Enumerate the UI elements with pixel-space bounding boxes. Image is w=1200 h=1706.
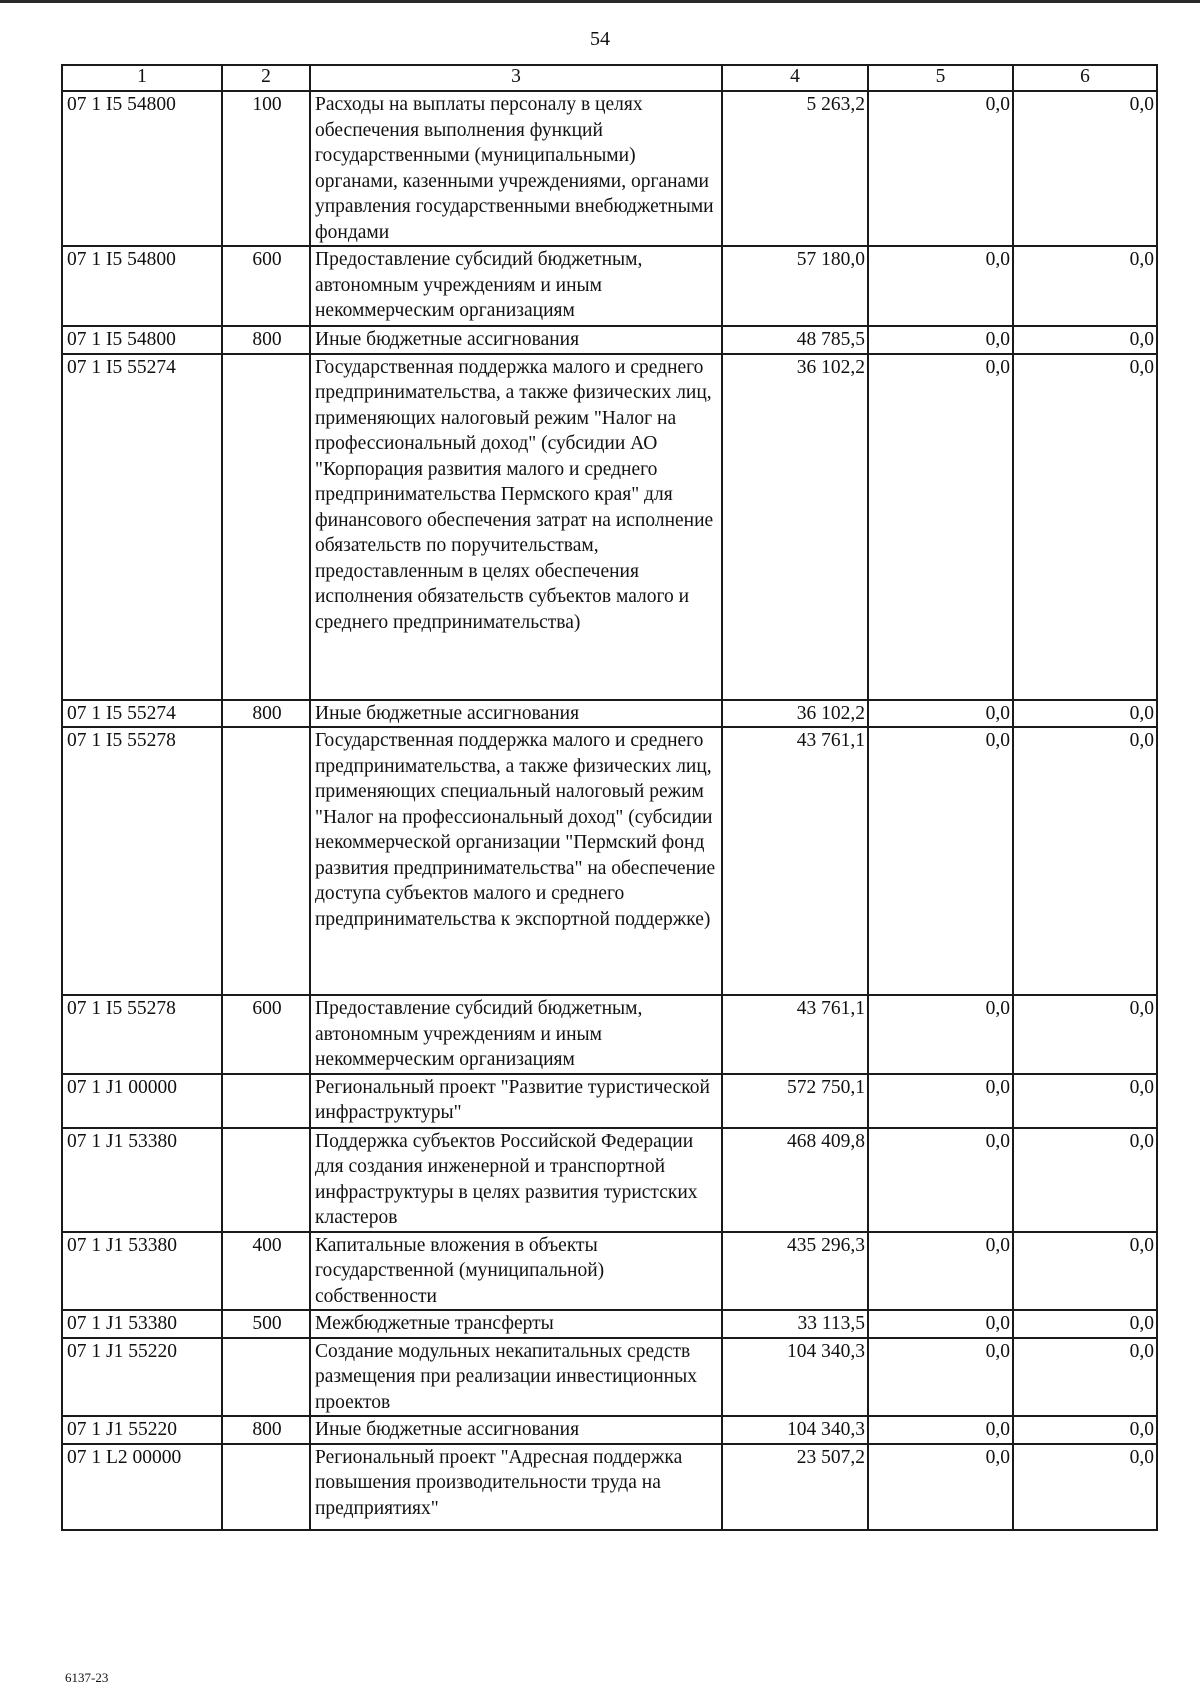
header-col-2: 2 [222,65,310,91]
item-name: Поддержка субъектов Российской Федерации для создания инженерной и транспортной инфраструктуры в целях развития туристских кластеров [310,1128,722,1232]
expense-type-code: 600 [222,995,310,1074]
header-col-1: 1 [62,65,222,91]
amount-col-4: 468 409,8 [722,1128,868,1232]
amount-col-5: 0,0 [868,1444,1013,1530]
target-article-code: 07 1 J1 55220 [62,1338,222,1417]
item-name: Государственная поддержка малого и среднего предпринимательства, а также физических лиц, применяющих налоговый режим "Налог на профессиональный доход" (субсидии АО "Корпорация развития малого и среднего предпринимательства Пермского края" для финансового обеспечения затрат на исполнение обязательств по поручительствам, предоставленным в целях обеспечения исполнения обязательств субъектов малого и среднего предпринимательства) [310,354,722,700]
table-row [62,1338,1157,1417]
page-number: 54 [590,28,610,50]
target-article-code: 07 1 I5 55274 [62,354,222,700]
expense-type-code: 800 [222,326,310,354]
table-row [62,1128,1157,1232]
table-row [62,1416,1157,1444]
amount-col-6: 0,0 [1013,727,1157,995]
amount-col-4: 48 785,5 [722,326,868,354]
amount-col-5: 0,0 [868,700,1013,728]
amount-col-6: 0,0 [1013,354,1157,700]
document-footer-code: 6137-23 [65,1670,109,1685]
amount-col-5: 0,0 [868,246,1013,326]
table-row [62,995,1157,1074]
item-name: Государственная поддержка малого и среднего предпринимательства, а также физических лиц, применяющих специальный налоговый режим "Налог на профессиональный доход" (субсидии некоммерческой организации "Пермский фонд развития предпринимательства" на обеспечение доступа субъектов малого и среднего предпринимательства к экспортной поддержке) [310,727,722,995]
amount-col-5: 0,0 [868,1128,1013,1232]
expense-type-code: 100 [222,91,310,246]
table-row [62,246,1157,326]
item-name: Расходы на выплаты персоналу в целях обеспечения выполнения функций государственными (муниципальными) органами, казенными учреждениями, органами управления государственными внебюджетными фондами [310,91,722,246]
expense-type-code [222,1444,310,1530]
amount-col-6: 0,0 [1013,1074,1157,1128]
amount-col-6: 0,0 [1013,995,1157,1074]
amount-col-5: 0,0 [868,354,1013,700]
budget-table [61,64,1158,1531]
table-row [62,727,1157,995]
amount-col-6: 0,0 [1013,246,1157,326]
table-row [62,1310,1157,1338]
target-article-code: 07 1 J1 00000 [62,1074,222,1128]
amount-col-4: 104 340,3 [722,1338,868,1417]
amount-col-4: 43 761,1 [722,727,868,995]
expense-type-code: 400 [222,1232,310,1311]
header-col-3: 3 [310,65,722,91]
item-name: Иные бюджетные ассигнования [310,700,722,728]
target-article-code: 07 1 L2 00000 [62,1444,222,1530]
target-article-code: 07 1 I5 55274 [62,700,222,728]
amount-col-4: 435 296,3 [722,1232,868,1311]
item-name: Капитальные вложения в объекты государственной (муниципальной) собственности [310,1232,722,1311]
expense-type-code: 500 [222,1310,310,1338]
amount-col-4: 36 102,2 [722,700,868,728]
item-name: Региональный проект "Развитие туристической инфраструктуры" [310,1074,722,1128]
expense-type-code: 800 [222,700,310,728]
item-name: Иные бюджетные ассигнования [310,1416,722,1444]
target-article-code: 07 1 I5 55278 [62,727,222,995]
expense-type-code [222,354,310,700]
item-name: Предоставление субсидий бюджетным, автономным учреждениям и иным некоммерческим организациям [310,246,722,326]
target-article-code: 07 1 I5 54800 [62,246,222,326]
item-name: Региональный проект "Адресная поддержка повышения производительности труда на предприятиях" [310,1444,722,1530]
target-article-code: 07 1 J1 53380 [62,1232,222,1311]
amount-col-4: 572 750,1 [722,1074,868,1128]
amount-col-5: 0,0 [868,1416,1013,1444]
amount-col-5: 0,0 [868,326,1013,354]
target-article-code: 07 1 I5 54800 [62,91,222,246]
amount-col-4: 104 340,3 [722,1416,868,1444]
table-row [62,326,1157,354]
item-name: Создание модульных некапитальных средств размещения при реализации инвестиционных проектов [310,1338,722,1417]
header-col-6: 6 [1013,65,1157,91]
item-name: Иные бюджетные ассигнования [310,326,722,354]
amount-col-4: 5 263,2 [722,91,868,246]
table-row [62,354,1157,700]
amount-col-4: 57 180,0 [722,246,868,326]
amount-col-6: 0,0 [1013,1338,1157,1417]
expense-type-code: 800 [222,1416,310,1444]
expense-type-code [222,1338,310,1417]
header-col-4: 4 [722,65,868,91]
table-row [62,1444,1157,1530]
expense-type-code: 600 [222,246,310,326]
amount-col-6: 0,0 [1013,1232,1157,1311]
top-border-line [0,0,1200,3]
amount-col-5: 0,0 [868,995,1013,1074]
amount-col-6: 0,0 [1013,700,1157,728]
target-article-code: 07 1 I5 55278 [62,995,222,1074]
amount-col-4: 23 507,2 [722,1444,868,1530]
item-name: Предоставление субсидий бюджетным, автономным учреждениям и иным некоммерческим организациям [310,995,722,1074]
table-row [62,700,1157,728]
target-article-code: 07 1 J1 53380 [62,1128,222,1232]
amount-col-5: 0,0 [868,1232,1013,1311]
amount-col-6: 0,0 [1013,326,1157,354]
amount-col-5: 0,0 [868,1074,1013,1128]
amount-col-6: 0,0 [1013,1128,1157,1232]
amount-col-6: 0,0 [1013,1416,1157,1444]
amount-col-6: 0,0 [1013,91,1157,246]
table-row [62,1074,1157,1128]
amount-col-4: 43 761,1 [722,995,868,1074]
amount-col-5: 0,0 [868,1338,1013,1417]
amount-col-4: 33 113,5 [722,1310,868,1338]
amount-col-6: 0,0 [1013,1444,1157,1530]
target-article-code: 07 1 J1 53380 [62,1310,222,1338]
amount-col-6: 0,0 [1013,1310,1157,1338]
table-row [62,1232,1157,1311]
target-article-code: 07 1 J1 55220 [62,1416,222,1444]
table-row [62,91,1157,246]
amount-col-5: 0,0 [868,1310,1013,1338]
target-article-code: 07 1 I5 54800 [62,326,222,354]
header-row [62,65,1157,91]
expense-type-code [222,1074,310,1128]
header-col-5: 5 [868,65,1013,91]
amount-col-5: 0,0 [868,727,1013,995]
item-name: Межбюджетные трансферты [310,1310,722,1338]
amount-col-4: 36 102,2 [722,354,868,700]
amount-col-5: 0,0 [868,91,1013,246]
expense-type-code [222,727,310,995]
expense-type-code [222,1128,310,1232]
